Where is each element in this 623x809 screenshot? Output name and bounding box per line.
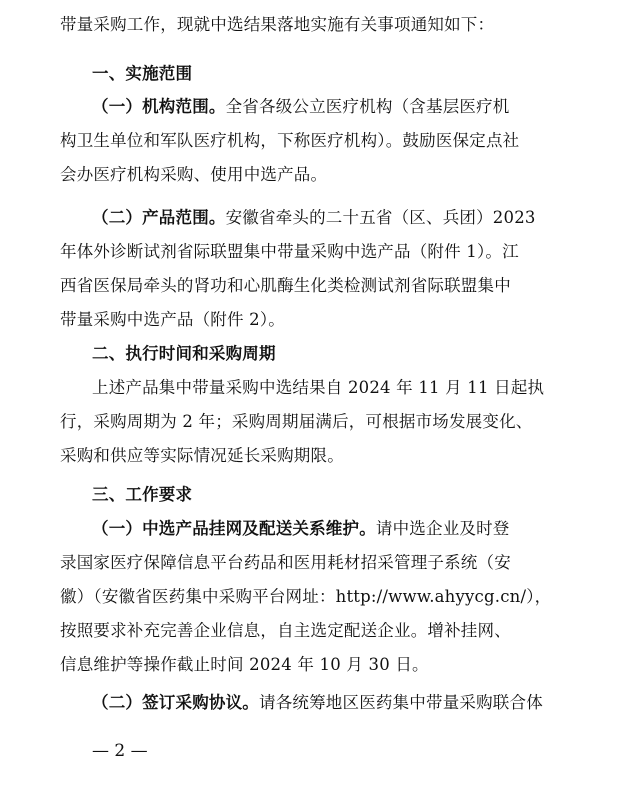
section-heading-2: 二、执行时间和采购周期 [92, 344, 276, 363]
item-text: 全省各级公立医疗机构（含基层医疗机 [225, 97, 510, 116]
paragraph-line: 年体外诊断试剂省际联盟集中带量采购中选产品（附件 1）。江 [60, 242, 519, 261]
paragraph-line: 录国家医疗保障信息平台药品和医用耗材招采管理子系统（安 [60, 553, 511, 572]
item-text: 请各统筹地区医药集中带量采购联合体 [259, 693, 543, 712]
paragraph-line: 徽）（安徽省医药集中采购平台网址：http://www.ahyycg.cn/）， [60, 587, 552, 606]
section-heading-3: 三、工作要求 [92, 485, 193, 504]
paragraph-line [92, 518, 592, 540]
item-text: 安徽省牵头的二十五省（区、兵团）2023 [225, 208, 536, 227]
paragraph-line: 按照要求补充完善企业信息，自主选定配送企业。增补挂网、 [60, 621, 511, 640]
page-number: — 2 — [92, 741, 148, 761]
paragraph-line: 上述产品集中带量采购中选结果自 2024 年 11 月 11 日起执 [92, 378, 545, 397]
paragraph-line [92, 692, 592, 714]
paragraph-line: 行，采购周期为 2 年；采购周期届满后，可根据市场发展变化、 [60, 412, 533, 431]
paragraph-line: 信息维护等操作截止时间 2024 年 10 月 30 日。 [60, 655, 429, 674]
item-text: 请中选企业及时登 [375, 519, 510, 538]
item-heading: （一）机构范围。 [92, 97, 226, 116]
paragraph-line [92, 96, 592, 118]
paragraph-line: 带量采购中选产品（附件 2）。 [60, 310, 285, 329]
paragraph-line: 带量采购工作，现就中选结果落地实施有关事项通知如下： [60, 15, 495, 34]
paragraph-line: 构卫生单位和军队医疗机构，下称医疗机构）。鼓励医保定点社 [60, 131, 520, 150]
paragraph-line: 会办医疗机构采购、使用中选产品。 [60, 165, 328, 184]
item-heading: （二）产品范围。 [92, 208, 226, 227]
paragraph-line: 西省医保局牵头的肾功和心肌酶生化类检测试剂省际联盟集中 [60, 276, 511, 295]
item-heading: （一）中选产品挂网及配送关系维护。 [92, 519, 376, 538]
paragraph-line: 采购和供应等实际情况延长采购期限。 [60, 446, 344, 465]
section-heading-1: 一、实施范围 [92, 64, 193, 83]
item-heading: （二）签订采购协议。 [92, 693, 259, 712]
paragraph-line [92, 207, 592, 229]
